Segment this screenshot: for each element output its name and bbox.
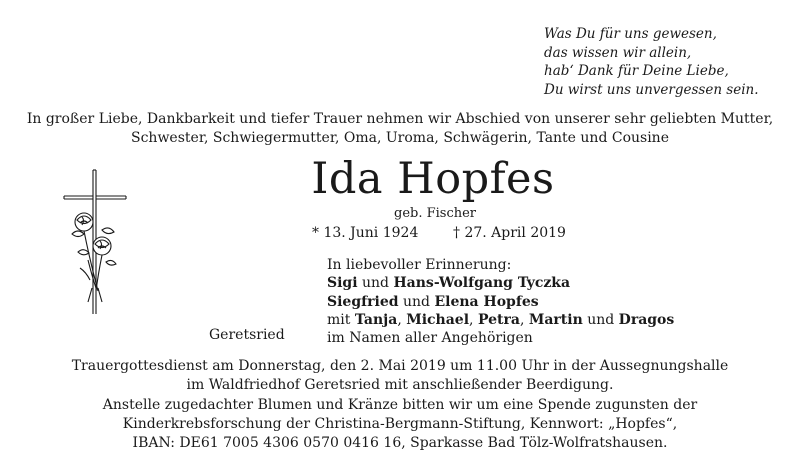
mourner-name: Sigi (327, 275, 358, 292)
poem-line: das wissen wir allein, (544, 44, 692, 61)
poem-line: Du wirst uns unvergessen sein. (544, 81, 759, 98)
mourners-line (327, 293, 674, 311)
intro-text (0, 110, 800, 148)
mourners-heading: In liebevoller Erinnerung: (327, 257, 512, 273)
mourners-list (327, 256, 674, 347)
mourner-name: Petra (477, 311, 520, 328)
mourner-name: Hans-Wolfgang Tyczka (393, 275, 571, 292)
funeral-service-info (0, 357, 800, 395)
donation-line: Kinderkrebsforschung der Christina-Bergmann-Stiftung, Kennwort: „Hopfes“, (122, 416, 678, 432)
separator: , (397, 311, 407, 328)
intro-line: In großer Liebe, Dankbarkeit und tiefer Trauer nehmen wir Abschied von unserer sehr geliebten Mutter, (26, 111, 774, 127)
mourner-name: Michael (406, 311, 470, 328)
death-date: † 27. April 2019 (453, 225, 566, 241)
mourner-name: Martin (528, 311, 583, 328)
conjunction: und (582, 311, 619, 328)
service-line: im Waldfriedhof Geretsried mit anschließender Beerdigung. (186, 377, 614, 393)
donation-line: IBAN: DE61 7005 4306 0570 0416 16, Sparkasse Bad Tölz-Wolfratshausen. (132, 435, 668, 451)
mourners-closing: im Namen aller Angehörigen (327, 330, 533, 347)
birth-name: geb. Fischer (394, 206, 477, 221)
service-line: Trauergottesdienst am Donnerstag, den 2. Mai 2019 um 11.00 Uhr in der Aussegnungshalle (71, 358, 729, 374)
mourner-name: Dragos (618, 311, 675, 328)
conjunction: und (357, 275, 394, 292)
donation-info (0, 396, 800, 453)
separator: , (469, 311, 478, 328)
donation-line: Anstelle zugedachter Blumen und Kränze bitten wir um eine Spende zugunsten der (102, 397, 698, 413)
separator: , (519, 311, 529, 328)
mourners-line (327, 311, 674, 329)
poem-line: Was Du für uns gewesen, (544, 26, 717, 42)
mourners-line (327, 274, 674, 292)
poem-line: hab‘ Dank für Deine Liebe, (544, 63, 729, 79)
birth-date: * 13. Juni 1924 (312, 225, 419, 241)
memorial-poem (544, 25, 759, 99)
intro-line: Schwester, Schwiegermutter, Oma, Uroma, Schwägerin, Tante und Cousine (131, 130, 669, 146)
place-name: Geretsried (209, 327, 285, 343)
deceased-name: Ida Hopfes (311, 154, 555, 204)
prefix: mit (327, 311, 355, 328)
mourner-name: Siegfried (327, 293, 399, 310)
mourner-name: Tanja (354, 311, 398, 328)
mourner-name: Elena Hopfes (434, 293, 539, 310)
conjunction: und (398, 293, 435, 310)
